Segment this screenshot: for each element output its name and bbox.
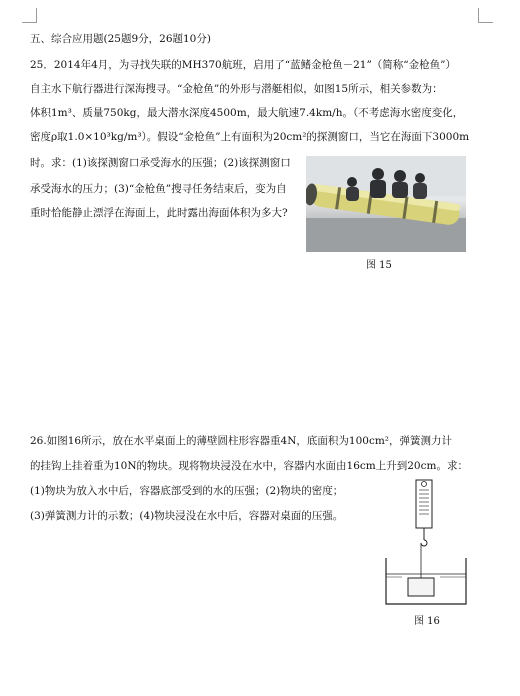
q26-line-1: 26.如图16所示，放在水平桌面上的薄壁圆柱形容器重4N，底面积为100cm²，弹簧测力计 [30, 435, 453, 447]
q25-line-2: 自主水下航行器进行深海搜寻。“金枪鱼”的外形与潜艇相似，如图15所示，相关参数为： [30, 83, 443, 95]
q26-line-3: (1)物块为放入水中后，容器底部受到的水的压强；(2)物块的密度； [30, 485, 344, 497]
q25-line-1: 25．2014年4月，为寻找失联的MH370航班，启用了“蓝鳍金枪鱼－21”（简称“金枪鱼”） [30, 59, 457, 71]
q25-line-4: 密度ρ取1.0×10³kg/m³）。假设“金枪鱼”上有面积为20cm²的探测窗口，当它在海面下3000m [30, 131, 470, 143]
q25-line-3: 体积1m³、质量750kg，最大潜水深度4500m，最大航速7.4km/h。（不考虑海水密度变化， [30, 107, 464, 119]
crop-mark-top-left [22, 8, 37, 23]
figure-15-caption: 图 15 [366, 260, 392, 271]
crop-mark-top-right [478, 8, 493, 23]
figure-16-diagram [380, 476, 472, 614]
q26-line-2: 的挂钩上挂着重为10N的物块。现将物块浸没在水中，容器内水面由16cm上升到20cm。求： [30, 460, 468, 472]
auv-photo [306, 156, 466, 252]
q25-line-5: 时。求：(1)该探测窗口承受海水的压强；(2)该探测窗口 [30, 157, 291, 169]
q25-line-6: 承受海水的压力；(3)“金枪鱼”搜寻任务结束后，变为自 [30, 183, 287, 195]
figure-16-caption: 图 16 [414, 616, 440, 627]
spring-scale-container-diagram [380, 476, 472, 614]
q25-line-7: 重时恰能静止漂浮在海面上，此时露出海面体积为多大? [30, 207, 288, 219]
section-title: 五、综合应用题(25题9分，26题10分) [30, 33, 211, 45]
q26-line-4: (3)弹簧测力计的示数；(4)物块浸没在水中后，容器对桌面的压强。 [30, 510, 344, 522]
auv-photo-illustration [306, 156, 466, 252]
